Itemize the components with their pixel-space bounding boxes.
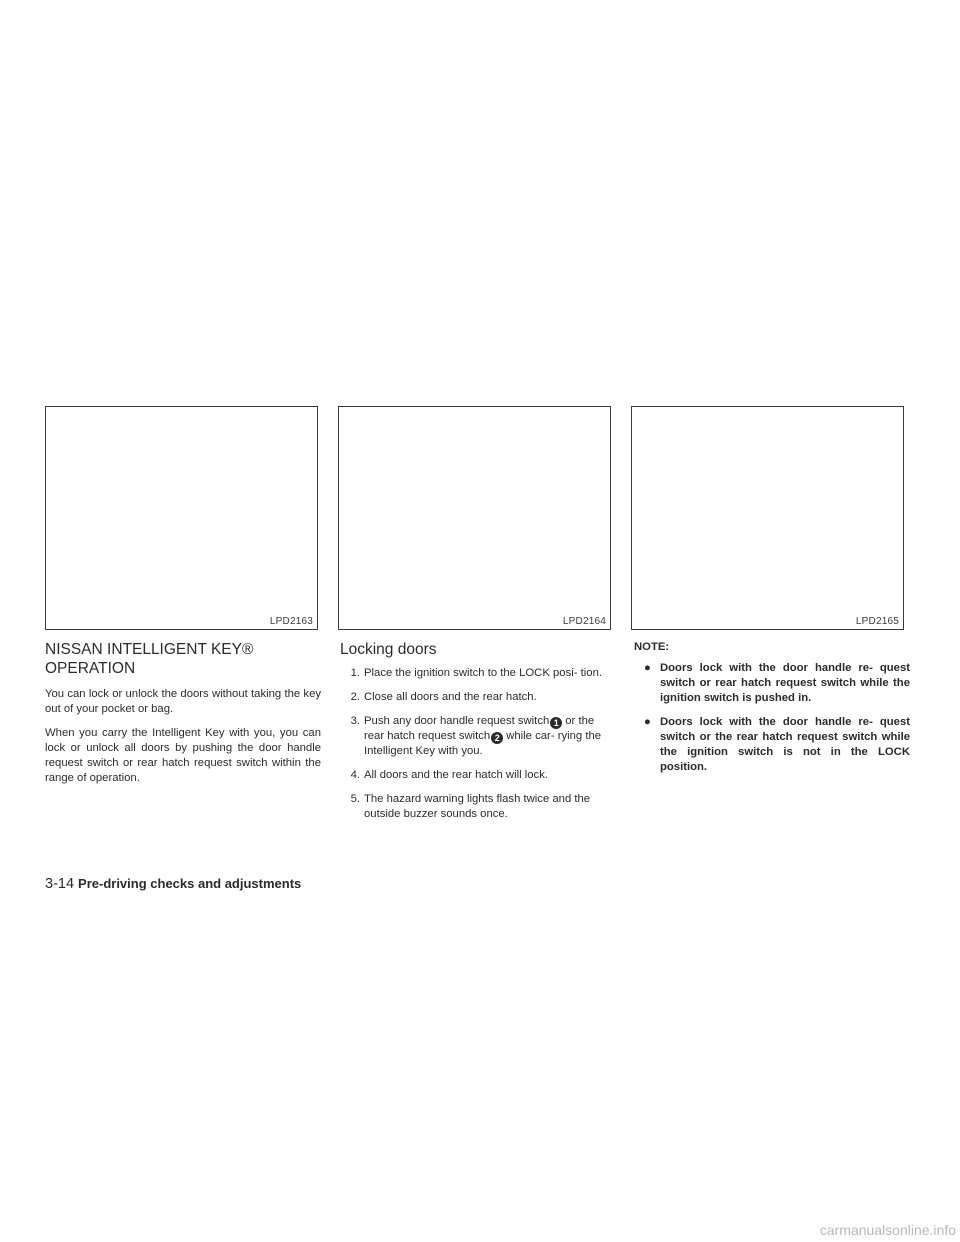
figure-code: LPD2163 [269, 616, 313, 627]
list-item: 3. Push any door handle request switch 1 or the rear hatch request switch 2 while car- rying the Intelligent Key with you. [350, 715, 602, 757]
column-locking-doors [340, 640, 616, 831]
figure-rear-hatch-switch [338, 406, 611, 630]
column-intelligent-key-operation [45, 640, 321, 795]
watermark: carmanualsonline.info [819, 1222, 956, 1238]
figure-intelligent-key [631, 406, 904, 630]
page-number: 3-14 [45, 876, 75, 892]
section-name: Pre-driving checks and adjustments [78, 876, 302, 891]
subsection-heading: Locking doors [340, 641, 437, 658]
list-item: 1. Place the ignition switch to the LOCK posi- tion. [350, 667, 602, 679]
range-paragraph: When you carry the Intelligent Key with you, you can lock or unlock all doors by pushing the door handle request switch or rear hatch request switch within the range of operation. [45, 727, 321, 784]
intro-paragraph: You can lock or unlock the doors without taking the key out of your pocket or bag. [45, 688, 321, 715]
figure-door-handle-switch [45, 406, 318, 630]
callout-badge-1: 1 [550, 717, 562, 729]
list-item: ● Doors lock with the door handle re- quest switch or the rear hatch request switch while the ignition switch is not in the LOCK position. [644, 716, 910, 773]
figure-code: LPD2165 [855, 616, 899, 627]
list-item: 4. All doors and the rear hatch will lock. [350, 769, 548, 781]
list-item: 5. The hazard warning lights flash twice and the outside buzzer sounds once. [350, 793, 591, 820]
note-title: NOTE: [634, 641, 670, 653]
section-heading [45, 640, 321, 678]
locking-steps-list [340, 666, 616, 822]
column-notes [634, 640, 910, 784]
list-item: 2. Close all doors and the rear hatch. [350, 691, 537, 703]
page-footer [45, 876, 301, 892]
notes-list [634, 661, 910, 775]
callout-badge-2: 2 [491, 732, 503, 744]
figure-code: LPD2164 [562, 616, 606, 627]
heading-line-2: OPERATION [45, 660, 136, 677]
bullet-icon: ● [644, 662, 651, 674]
list-item: ● Doors lock with the door handle re- quest switch or rear hatch request switch while the ignition switch is pushed in. [644, 662, 910, 704]
heading-line-1: NISSAN INTELLIGENT KEY® [45, 641, 254, 658]
bullet-icon: ● [644, 716, 651, 728]
